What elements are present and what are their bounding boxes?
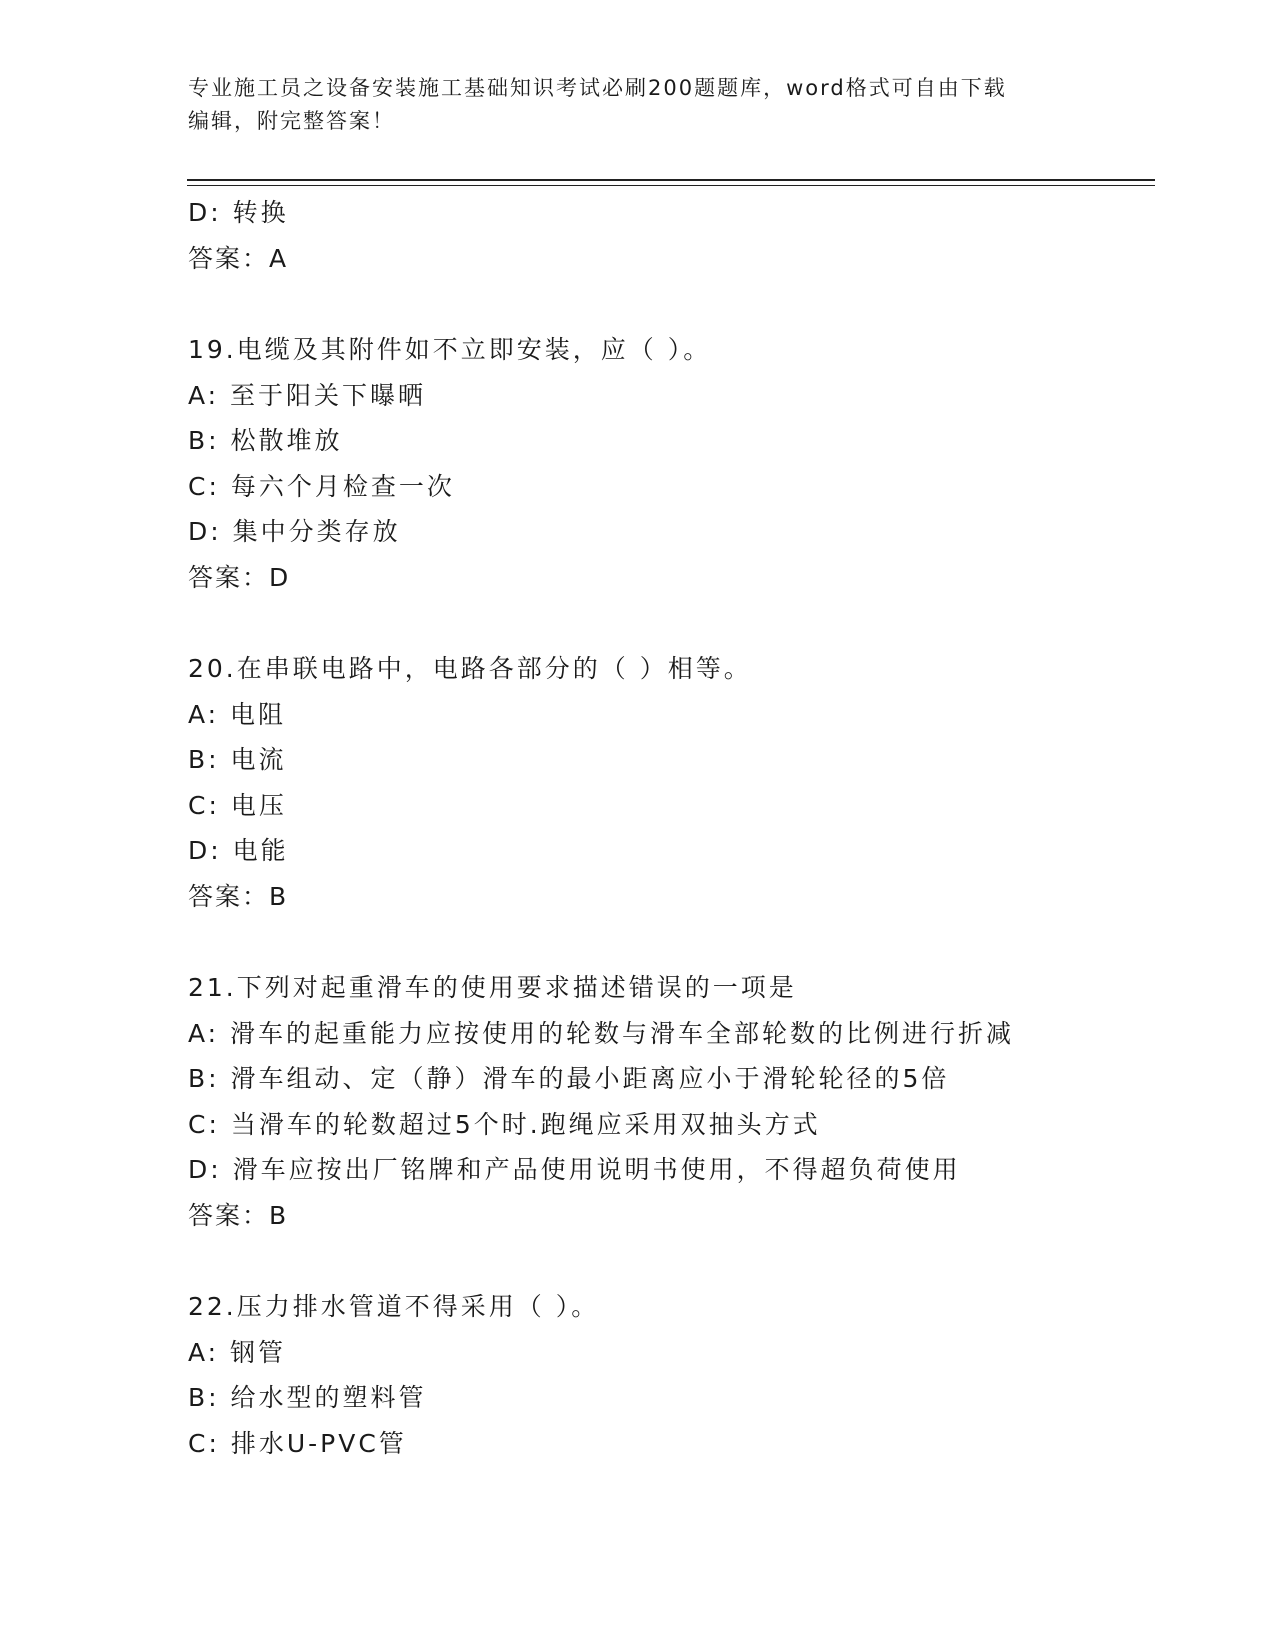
option-d: D: 电能 (188, 836, 289, 865)
option-a: A: 电阻 (188, 699, 287, 729)
option-c: C: 每六个月检查一次 (188, 471, 455, 501)
spacer (188, 281, 1188, 327)
spacer (188, 600, 1188, 646)
header-divider-thin (187, 185, 1155, 186)
question-stem: 22.压力排水管道不得采用（ ）。 (188, 1292, 600, 1321)
spacer (188, 919, 1188, 965)
question-22 (188, 1284, 1188, 1466)
question-21 (188, 965, 1188, 1238)
answer: 答案：B (188, 881, 289, 911)
header-line-2: 编辑，附完整答案！ (188, 109, 395, 133)
option-d: D: 滑车应按出厂铭牌和产品使用说明书使用，不得超负荷使用 (188, 1155, 961, 1184)
question-20 (188, 646, 1188, 919)
option-a: A: 滑车的起重能力应按使用的轮数与滑车全部轮数的比例进行折减 (188, 1018, 1015, 1048)
header-line-1: 专业施工员之设备安装施工基础知识考试必刷200题题库，word格式可自由下载 (188, 76, 1007, 100)
option-b: B: 松散堆放 (188, 426, 343, 455)
question-stem: 20.在串联电路中，电路各部分的（ ）相等。 (188, 654, 752, 683)
question-stem: 19.电缆及其附件如不立即安装，应（ ）。 (188, 335, 712, 364)
option-a: A: 钢管 (188, 1337, 287, 1367)
question-19 (188, 327, 1188, 600)
header-divider-thick (187, 179, 1155, 181)
prev-answer: 答案：A (188, 243, 289, 273)
prev-option-d: D: 转换 (188, 198, 289, 227)
option-c: C: 当滑车的轮数超过5个时.跑绳应采用双抽头方式 (188, 1109, 821, 1139)
document-header (188, 72, 1088, 138)
question-stem: 21.下列对起重滑车的使用要求描述错误的一项是 (188, 973, 797, 1002)
option-a: A: 至于阳关下曝晒 (188, 380, 427, 410)
answer: 答案：B (188, 1200, 289, 1230)
option-b: B: 给水型的塑料管 (188, 1383, 427, 1412)
option-b: B: 电流 (188, 745, 287, 774)
question-list (188, 190, 1188, 1466)
option-c: C: 电压 (188, 790, 287, 820)
spacer (188, 1238, 1188, 1284)
option-b: B: 滑车组动、定（静）滑车的最小距离应小于滑轮轮径的5倍 (188, 1064, 950, 1093)
option-d: D: 集中分类存放 (188, 517, 401, 546)
answer: 答案：D (188, 562, 291, 592)
option-c: C: 排水U-PVC管 (188, 1428, 407, 1458)
